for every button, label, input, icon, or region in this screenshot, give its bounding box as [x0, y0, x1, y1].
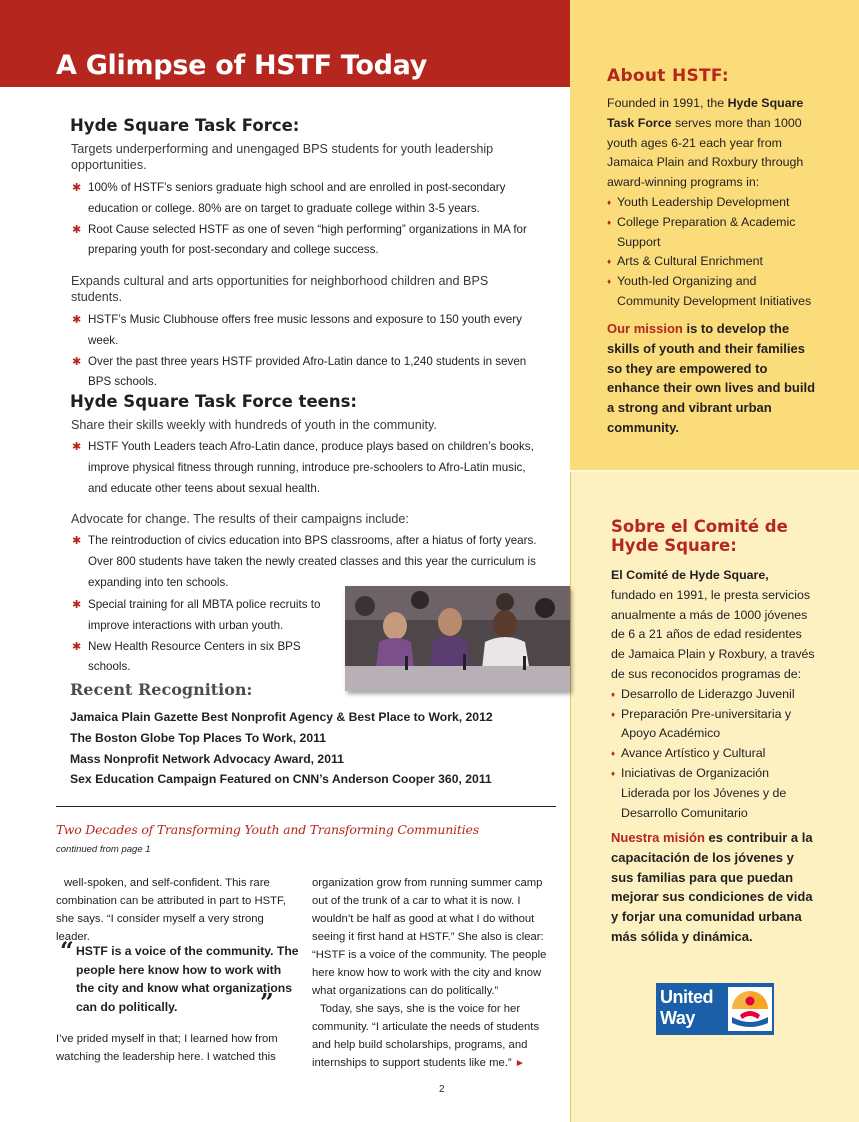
list-item: Jamaica Plain Gazette Best Nonprofit Agency & Best Place to Work, 2012 [70, 710, 493, 724]
section-intro: Expands cultural and arts opportunities for neighborhood children and BPS students. [71, 274, 489, 304]
list-item: The Boston Globe Top Places To Work, 2011 [70, 730, 326, 745]
list-item: ✱ HSTF Youth Leaders teach Afro-Latin dance, produce plays based on children’s books, improve physical fitness through running, introduce pre-schoolers to Afro-Latin music, and educate other teens about sexual health. [71, 437, 541, 499]
about-title: About HSTF: [607, 66, 730, 86]
list-item: ✱ Over the past three years HSTF provided Afro-Latin dance to 1,240 students in seven BPS schools. [71, 352, 541, 394]
bullet-list [71, 310, 541, 393]
bullet-list [71, 595, 331, 678]
page-number: 2 [439, 1084, 445, 1095]
asterisk-bullet-icon: ✱ [72, 599, 82, 611]
list-item: Mass Nonprofit Network Advocacy Award, 2011 [70, 751, 344, 766]
list-item: Sex Education Campaign Featured on CNN’s Anderson Cooper 360, 2011 [70, 772, 492, 787]
list-item: ♦ Preparación Pre-universitaria y Apoyo Académico [611, 705, 816, 745]
recognition-title: Recent Recognition: [70, 680, 253, 699]
section-intro: Share their skills weekly with hundreds of youth in the community. [71, 418, 437, 432]
united-way-emblem-icon [728, 987, 772, 1031]
list-item: ✱ 100% of HSTF’s seniors graduate high school and are enrolled in post-secondary education or college. 80% are on target to graduate college within 3-5 years. [71, 178, 541, 220]
youth-leaders-photo [345, 586, 570, 691]
section-intro: Targets underperforming and unengaged BPS students for youth leadership opportunities. [71, 142, 494, 172]
bullet-list [71, 178, 541, 261]
list-item: ♦ Youth-led Organizing and Community Development Initiatives [607, 272, 817, 312]
list-item: ♦ Youth Leadership Development [607, 193, 817, 213]
sobre-title: Sobre el Comité de Hyde Square: [611, 517, 788, 555]
open-quote-mark: “ [60, 936, 74, 965]
continued-note: continued from page 1 [56, 844, 151, 855]
sobre-body: El Comité de Hyde Square, fundado en 1991, le presta servicios anualmente a más de 1000 jóvenes de 6 a 21 años de edad residentes de Jamaica Plain y Roxbury, a través de sus reconocidos programas de: ♦ Desarrollo de Liderazgo Juvenil ♦ Preparación Pre-universitaria y Apoyo Académico ♦ Avance Artístico y Cultural ♦ Iniciativas de Organización Liderada por los Jóvenes y de Desarrollo Comunitario [611, 566, 816, 823]
page-title: A Glimpse of HSTF Today [56, 50, 428, 81]
bullet-list [71, 437, 541, 499]
list-item: ♦ Desarrollo de Liderazgo Juvenil [611, 685, 816, 705]
section-intro: Advocate for change. The results of their campaigns include: [71, 512, 409, 526]
article-paragraph: Today, she says, she is the voice for her community. “I articulate the needs of students and help build scholarships, programs, and internships to support students like me.” ► [312, 1003, 540, 1069]
recognition-list [70, 707, 493, 790]
united-way-wordmark: United Way [660, 987, 713, 1028]
asterisk-bullet-icon: ✱ [72, 182, 82, 194]
section-heading-teens: Hyde Square Task Force teens: [70, 392, 357, 411]
asterisk-bullet-icon: ✱ [72, 640, 82, 653]
about-program-list [607, 193, 817, 312]
bullet-list [71, 531, 541, 593]
article-title: Two Decades of Transforming Youth and Transforming Communities [56, 822, 479, 837]
section-heading-hstf: Hyde Square Task Force: [70, 116, 300, 135]
list-item: ♦ College Preparation & Academic Support [607, 213, 817, 253]
mision-statement: Nuestra misión es contribuir a la capacitación de los jóvenes y sus familias para que puedan mejorar sus condiciones de vida y forjar una comunidad urbana más sólida y dinámica. [611, 830, 813, 944]
about-body: Founded in 1991, the Hyde Square Task Force serves more than 1000 youth ages 6-21 each year from Jamaica Plain and Roxbury through award-winning programs in: ♦ Youth Leadership Development ♦ College Preparation & Academic Support ♦ Arts & Cultural Enrichment ♦ Youth-led Organizing and Community Development Initiatives [607, 94, 817, 312]
article-paragraph: organization grow from running summer camp out of the trunk of a car to what it is now. I wouldn’t be half as good at what I do without seeing it first hand at HSTF.” She also is clear: “HSTF is a voice of the community. The people here know how to work with the city and know what organizations can do politically.” [312, 877, 547, 997]
asterisk-bullet-icon: ✱ [72, 535, 82, 547]
close-quote-mark: ” [260, 988, 274, 1017]
pull-quote: HSTF is a voice of the community. The people here know how to work with the city and know what organizations can do politically. [76, 944, 299, 1014]
asterisk-bullet-icon: ✱ [72, 223, 82, 236]
list-item: ✱ New Health Resource Centers in six BPS schools. [71, 637, 331, 679]
divider [56, 806, 556, 807]
asterisk-bullet-icon: ✱ [72, 314, 82, 326]
sidebar-divider [570, 470, 859, 472]
end-mark-icon: ► [514, 1058, 525, 1069]
asterisk-bullet-icon: ✱ [72, 441, 82, 453]
united-way-logo [656, 983, 774, 1035]
list-item: ♦ Arts & Cultural Enrichment [607, 252, 817, 272]
sobre-program-list [611, 685, 816, 824]
list-item: ✱ HSTF’s Music Clubhouse offers free music lessons and exposure to 150 youth every week. [71, 310, 541, 352]
list-item: ✱ The reintroduction of civics education into BPS classrooms, after a hiatus of forty years. Over 800 students have taken the newly created classes and this year the curriculum is expanding into ten schools. [71, 531, 541, 593]
list-item: ✱ Special training for all MBTA police recruits to improve interactions with urban youth. [71, 595, 331, 637]
list-item: ♦ Iniciativas de Organización Liderada por los Jóvenes y de Desarrollo Comunitario [611, 764, 816, 823]
article-paragraph: I’ve prided myself in that; I learned how from watching the leadership here. I watched this [56, 1033, 278, 1063]
list-item: ♦ Avance Artístico y Cultural [611, 744, 816, 764]
list-item: ✱ Root Cause selected HSTF as one of seven “high performing” organizations in MA for preparing youth for post-secondary and college success. [71, 220, 541, 262]
article-paragraph: well-spoken, and self-confident. This rare combination can be attributed in part to HSTF, she says. “I consider myself a very strong leader. [56, 877, 286, 943]
mission-statement: Our mission is to develop the skills of youth and their families so they are empowered to enhance their own lives and build a strong and vibrant urban community. [607, 321, 816, 435]
asterisk-bullet-icon: ✱ [72, 355, 82, 368]
